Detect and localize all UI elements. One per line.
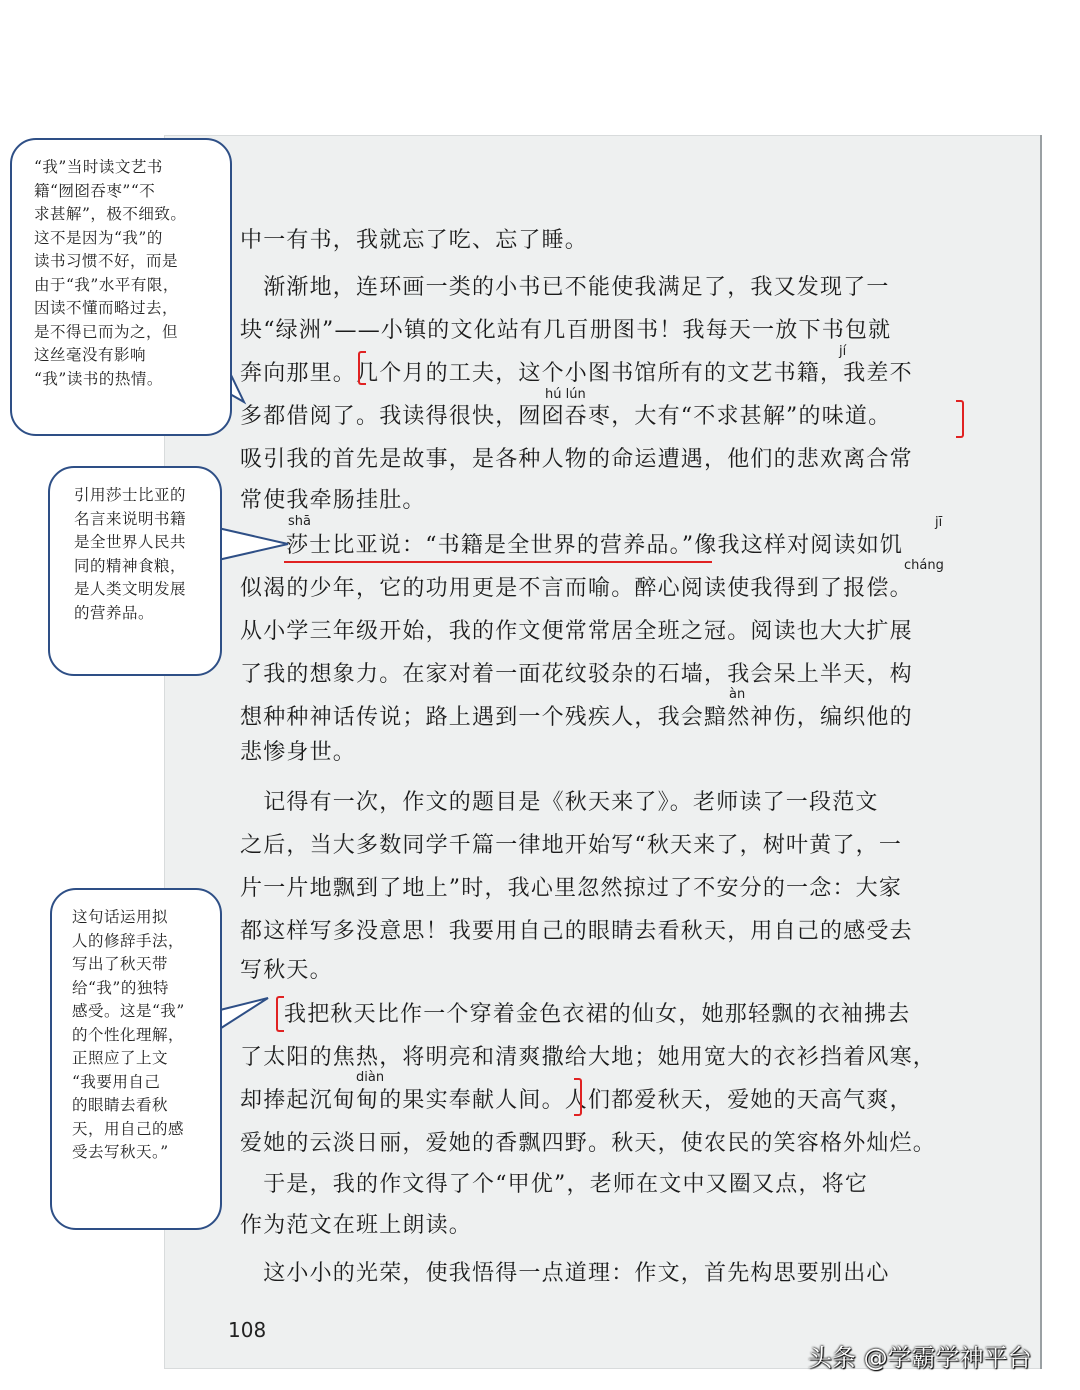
callout-line: 因读不懂而略过去， [34,299,179,317]
callout-line: 的眼睛去看秋 [72,1096,169,1114]
pinyin-chang: cháng [904,558,944,573]
text-line: 爱她的云淡日丽，爱她的香飘四野。秋天，使农民的笑容格外灿烂。 [240,1131,937,1156]
callout-line: 感受。这是“我” [72,1002,185,1020]
callout-line: 籍“囫囵吞枣”“不 [34,181,156,200]
text-line: 奔向那里。几个月的工夫，这个小图书馆所有的文艺书籍，我差不 [240,361,913,386]
red-bracket-close [574,1078,582,1116]
callout-line: 是全世界人民共 [74,533,187,551]
page-number: 108 [228,1318,267,1342]
pinyin-hulun: hú lún [545,387,586,402]
callout-line: 名言来说明书籍 [74,509,187,528]
text-line: 多都借阅了。我读得很快，囫囵吞枣，大有“不求甚解”的味道。 [240,404,892,429]
callout-line: 求甚解”，极不细致。 [34,205,187,223]
pinyin-ji-hungry: jī [935,515,943,530]
text-line: 却捧起沉甸甸的果实奉献人间。人们都爱秋天，爱她的天高气爽， [240,1088,913,1113]
annotation-callout [48,466,222,676]
red-underline [284,561,712,563]
callout-line: 是不得已而为之，但 [34,322,179,341]
text-line: 了我的想象力。在家对着一面花纹驳杂的石墙，我会呆上半天，构 [240,662,913,687]
callout-line: 引用莎士比亚的 [74,486,187,504]
annotation-callout [10,138,232,436]
callout-line: “我”读书的热情。 [34,369,163,388]
text-line: 这小小的光荣，使我悟得一点道理：作文，首先构思要别出心 [240,1261,890,1286]
callout-line: 的营养品。 [74,603,155,622]
callout-line: 受去写秋天。” [72,1143,169,1161]
callout-line: 是人类文明发展 [74,580,187,598]
text-line: 中一有书，我就忘了吃、忘了睡。 [240,228,589,253]
text-line: 作为范文在班上朗读。 [240,1213,473,1238]
text-line: 记得有一次，作文的题目是《秋天来了》。老师读了一段范文 [240,790,879,815]
callout-line: “我”当时读文艺书 [34,158,163,176]
callout-pointer [212,520,292,570]
text-line: 了太阳的焦热，将明亮和清爽撒给大地；她用宽大的衣衫挡着风寒， [240,1045,937,1070]
red-bracket-close [956,400,964,438]
text-line: 渐渐地，连环画一类的小书已不能使我满足了，我又发现了一 [240,275,890,300]
callout-line: 天，用自己的感 [72,1119,185,1138]
text-line: 都这样写多没意思！我要用自己的眼睛去看秋天，用自己的感受去 [240,919,913,944]
callout-line: “我要用自己 [72,1072,161,1091]
text-line: 块“绿洲”——小镇的文化站有几百册图书！我每天一放下书包就 [240,318,892,343]
text-line: 于是，我的作文得了个“甲优”，老师在文中又圈又点，将它 [240,1172,869,1197]
text-line: 莎士比亚说：“书籍是全世界的营养品。”像我这样对阅读如饥 [286,533,904,558]
text-line: 写秋天。 [240,958,333,983]
source-watermark: 头条 @学霸学神平台 [808,1344,1032,1372]
callout-line: 这句话运用拟 [72,908,169,926]
text-line: 之后，当大多数同学千篇一律地开始写“秋天来了，树叶黄了，一 [240,833,903,858]
pinyin-dian: diàn [356,1070,385,1085]
text-line: 想种种神话传说；路上遇到一个残疾人，我会黯然神伤，编织他的 [240,705,913,730]
callout-line: 的个性化理解， [72,1025,185,1044]
text-line: 吸引我的首先是故事，是各种人物的命运遭遇，他们的悲欢离合常 [240,447,913,472]
text-line: 片一片地飘到了地上”时，我心里忽然掠过了不安分的一念：大家 [240,876,903,901]
page-edge [1040,135,1042,1369]
callout-line: 同的精神食粮， [74,556,187,575]
callout-line: 这丝毫没有影响 [34,346,147,364]
red-bracket-open [358,351,366,385]
callout-line: 这不是因为“我”的 [34,228,163,247]
text-line: 悲惨身世。 [240,740,357,765]
pinyin-ji: jí [839,344,847,359]
annotation-callout [50,888,222,1230]
pinyin-an: àn [729,687,746,702]
text-line: 常使我牵肠挂肚。 [240,488,426,513]
pinyin-sha: shā [288,514,311,529]
text-line: 我把秋天比作一个穿着金色衣裙的仙女，她那轻飘的衣袖拂去 [284,1002,911,1027]
callout-line: 写出了秋天带 [72,955,169,973]
red-bracket-open [276,996,284,1032]
callout-line: 正照应了上文 [72,1049,169,1067]
callout-line: 给“我”的独特 [72,978,169,997]
callout-line: 由于“我”水平有限， [34,275,179,294]
callout-line: 人的修辞手法， [72,931,185,950]
text-line: 从小学三年级开始，我的作文便常常居全班之冠。阅读也大大扩展 [240,619,913,644]
callout-line: 读书习惯不好，而是 [34,252,179,270]
text-line: 似渴的少年，它的功用更是不言而喻。醉心阅读使我得到了报偿。 [240,576,913,601]
